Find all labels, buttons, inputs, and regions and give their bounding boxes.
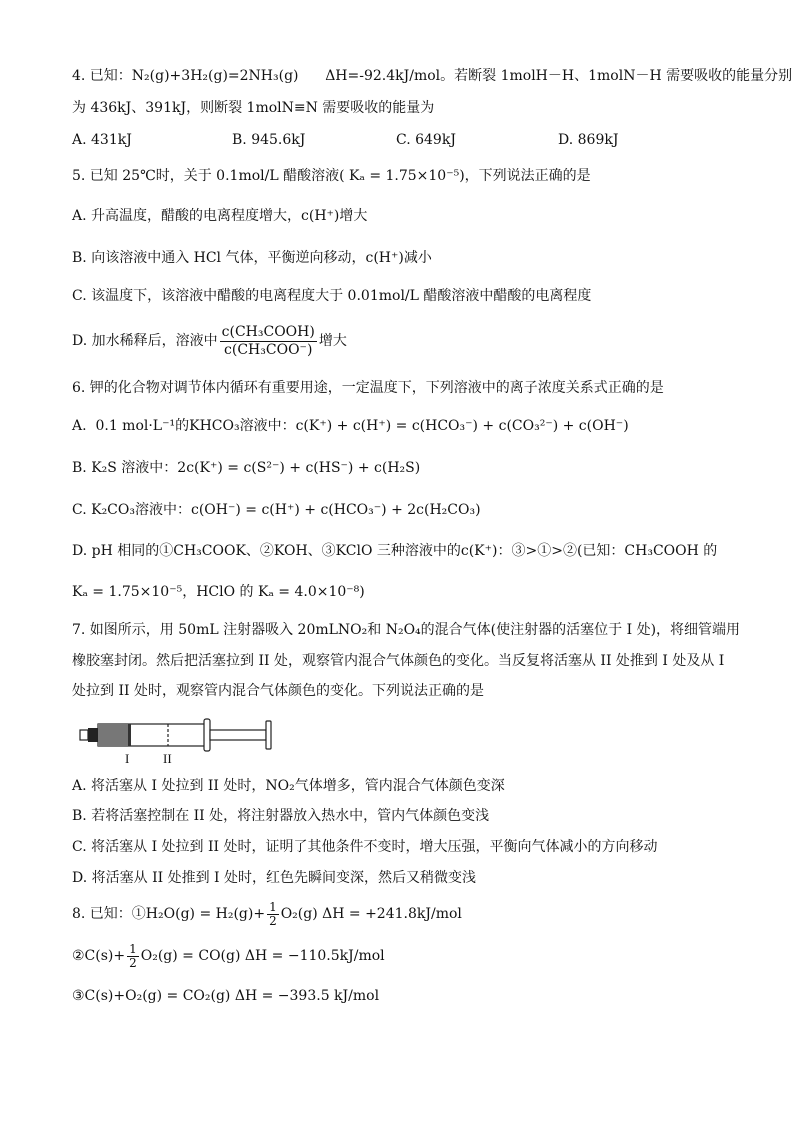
q4-option-d: D. 869kJ	[558, 132, 619, 148]
q5-option-d-prefix: D. 加水稀释后，溶液中	[72, 333, 218, 349]
q6-option-b: B. K₂S 溶液中：2c(K⁺) = c(S²⁻) + c(HS⁻) + c(H₂S)	[72, 460, 421, 476]
q8-reaction-1-suffix: O₂(g) ΔH = +241.8kJ/mol	[280, 906, 462, 922]
label-position-ii: II	[163, 751, 172, 766]
q5-option-d-suffix: 增大	[318, 333, 347, 349]
q6-option-d-line1: D. pH 相同的①CH₃COOK、②KOH、③KClO 三种溶液中的c(K⁺)：③>①>②(已知：CH₃COOH 的	[72, 543, 718, 559]
q5-option-d-fraction	[220, 324, 317, 359]
q4-stem-line1: 4. 已知：N₂(g)+3H₂(g)=2NH₃(g) ΔH=-92.4kJ/mol。若断裂 1molH－H、1molN－H 需要吸收的能量分别	[72, 68, 793, 84]
q5-option-c: C. 该温度下，该溶液中醋酸的电离程度大于 0.01mol/L 醋酸溶液中醋酸的电离程度	[72, 288, 592, 304]
q6-option-d-line2: Kₐ = 1.75×10⁻⁵，HClO 的 Kₐ = 4.0×10⁻⁸)	[72, 584, 365, 600]
q5-stem: 5. 已知 25℃时，关于 0.1mol/L 醋酸溶液( Kₐ = 1.75×10⁻⁵)，下列说法正确的是	[72, 168, 591, 184]
q8-half-fraction-2	[127, 943, 139, 970]
q6-option-c: C. K₂CO₃溶液中：c(OH⁻) = c(H⁺) + c(HCO₃⁻) + 2c(H₂CO₃)	[72, 502, 481, 518]
syringe-rubber-stopper	[88, 728, 98, 742]
syringe-plunger-rod	[210, 730, 266, 740]
q8-half-numerator-2: 1	[129, 941, 137, 956]
label-position-i: I	[125, 751, 130, 766]
q5-option-a: A. 升高温度，醋酸的电离程度增大，c(H⁺)增大	[72, 208, 368, 224]
q7-stem-line2: 橡胶塞封闭。然后把活塞拉到 II 处，观察管内混合气体颜色的变化。当反复将活塞从 II 处推到 I 处及从 I	[72, 653, 725, 669]
q5-fraction-denominator: c(CH₃COO⁻)	[224, 341, 313, 358]
q8-half-fraction-1	[267, 901, 279, 928]
q7-option-a: A. 将活塞从 I 处拉到 II 处时，NO₂气体增多，管内混合气体颜色变深	[72, 778, 505, 794]
syringe-thumb-rest	[266, 721, 271, 749]
q5-option-d	[72, 320, 347, 362]
q7-option-b: B. 若将活塞控制在 II 处，将注射器放入热水中，管内气体颜色变浅	[72, 808, 490, 824]
q4-option-c: C. 649kJ	[396, 132, 456, 148]
q8-half-numerator-1: 1	[269, 899, 277, 914]
q4-option-a: A. 431kJ	[72, 132, 132, 148]
q4-option-b: B. 945.6kJ	[232, 132, 306, 148]
q8-reaction-3: ③C(s)+O₂(g) = CO₂(g) ΔH = −393.5 kJ/mol	[72, 988, 380, 1004]
q8-half-denominator-2: 2	[129, 955, 137, 970]
q8-reaction-2-prefix: ②C(s)+	[72, 948, 126, 964]
q8-reaction-1-prefix: 8. 已知：①H₂O(g) = H₂(g)+	[72, 906, 266, 922]
q7-stem-line1: 7. 如图所示，用 50mL 注射器吸入 20mLNO₂和 N₂O₄的混合气体(使注射器的活塞位于 I 处)，将细管端用	[72, 622, 741, 638]
q5-fraction-numerator: c(CH₃COOH)	[221, 323, 315, 340]
syringe-diagram	[78, 716, 278, 766]
q7-option-c: C. 将活塞从 I 处拉到 II 处时，证明了其他条件不变时，增大压强，平衡向气体减小的方向移动	[72, 839, 658, 855]
q6-stem: 6. 钾的化合物对调节体内循环有重要用途，一定温度下，下列溶液中的离子浓度关系式正确的是	[72, 380, 664, 396]
q7-stem-line3: 处拉到 II 处时，观察管内混合气体颜色的变化。下列说法正确的是	[72, 683, 484, 699]
q6-option-a: A. 0.1 mol·L⁻¹的KHCO₃溶液中：c(K⁺) + c(H⁺) = c(HCO₃⁻) + c(CO₃²⁻) + c(OH⁻)	[72, 418, 629, 434]
q7-option-d: D. 将活塞从 II 处推到 I 处时，红色先瞬间变深，然后又稍微变浅	[72, 870, 477, 886]
syringe-nozzle	[80, 730, 88, 740]
q5-option-b: B. 向该溶液中通入 HCl 气体，平衡逆向移动，c(H⁺)减小	[72, 250, 432, 266]
q8-reaction-1	[72, 896, 462, 932]
syringe-piston	[128, 724, 131, 746]
q8-half-denominator-1: 2	[269, 913, 277, 928]
q8-reaction-2-suffix: O₂(g) = CO(g) ΔH = −110.5kJ/mol	[140, 948, 385, 964]
syringe-flange	[204, 719, 210, 751]
syringe-gas-region	[98, 724, 128, 746]
q8-reaction-2	[72, 938, 385, 974]
q4-stem-line2: 为 436kJ、391kJ，则断裂 1molN≡N 需要吸收的能量为	[72, 100, 435, 116]
